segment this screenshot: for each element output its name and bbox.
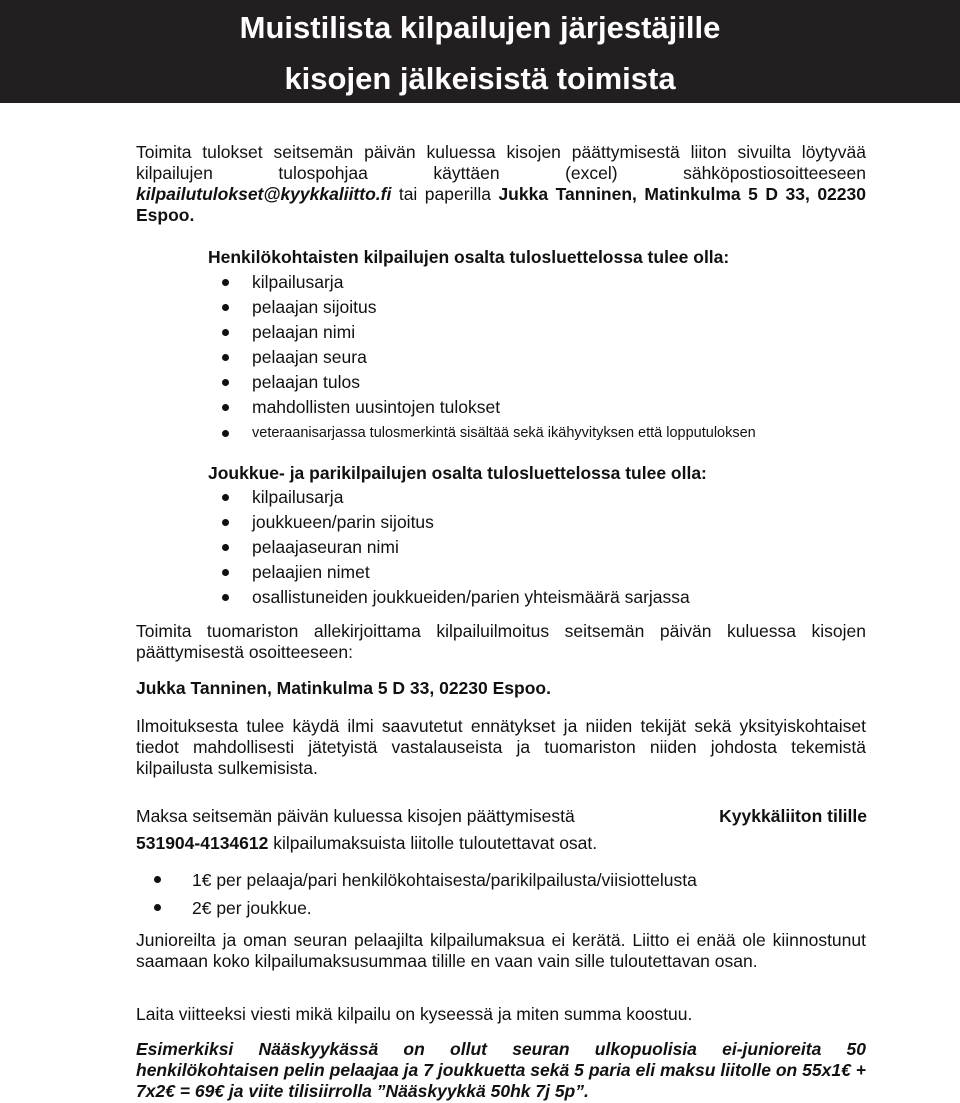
bullet-icon: [222, 494, 229, 501]
list-item: 2€ per joukkue.: [150, 894, 697, 922]
list-item: joukkueen/parin sijoitus: [208, 510, 690, 535]
page-title-line2: kisojen jälkeisistä toimista: [284, 61, 676, 96]
bullet-icon: [222, 519, 229, 526]
list-item: 1€ per pelaaja/pari henkilökohtaisesta/parikilpailusta/viisiottelusta: [150, 866, 697, 894]
bullet-icon: [154, 904, 161, 911]
postal-address: Jukka Tanninen, Matinkulma 5 D 33, 02230 Espoo.: [136, 184, 866, 225]
list-item: pelaajien nimet: [208, 560, 690, 585]
bullet-icon: [222, 594, 229, 601]
bullet-icon: [222, 329, 229, 336]
page-title-line1: Muistilista kilpailujen järjestäjille: [239, 10, 721, 45]
bullet-icon: [222, 404, 229, 411]
bullet-icon: [222, 379, 229, 386]
list-item: veteraanisarjassa tulosmerkintä sisältää sekä ikähyvityksen että lopputuloksen: [208, 420, 756, 447]
list-item: pelaajan tulos: [208, 370, 756, 395]
account-number: 531904-4134612: [136, 833, 269, 853]
account-owner: Kyykkäliiton tilille: [719, 806, 867, 826]
list-item: kilpailusarja: [208, 485, 690, 510]
bullet-icon: [222, 569, 229, 576]
bullet-icon: [222, 279, 229, 286]
example-paragraph: Esimerkiksi Nääskyykässä on ollut seuran ulkopuolisia ei-junioreita 50 henkilökohtaisen pelin pelaajaa ja 7 joukkuetta sekä 5 paria eli maksu liitolle on 55x1€ + 7x2€ = 69€ ja viite tilisiirrolla ”Nääskyykkä 50hk 7j 5p”.: [136, 1039, 866, 1101]
intro-text: Toimita tulokset seitsemän päivän kuluessa kisojen päättymisestä liiton sivuilta löytyvää kilpailujen tulospohjaa käyttäen (excel) sähköpostiosoitteeseen: [136, 142, 866, 183]
intro-paragraph: [136, 142, 866, 226]
list-item: osallistuneiden joukkueiden/parien yhteismäärä sarjassa: [208, 585, 690, 610]
reference-paragraph: Laita viitteeksi viesti mikä kilpailu on kyseessä ja miten summa koostuu.: [136, 1004, 693, 1024]
list-item: pelaajan seura: [208, 345, 756, 370]
payment-text-continued: kilpailumaksuista liitolle tuloutettavat osat.: [268, 833, 598, 853]
payment-account-line: [136, 833, 866, 854]
payment-text: Maksa seitsemän päivän kuluessa kisojen päättymisestä: [136, 806, 575, 826]
records-paragraph: Ilmoituksesta tulee käydä ilmi saavutetut ennätykset ja niiden tekijät sekä yksityiskohtaiset tiedot mahdollisesti jätetyistä vastalauseista ja tuomariston niiden johdosta tekemistä kilpailusta sulkemisista.: [136, 716, 866, 778]
jury-address: Jukka Tanninen, Matinkulma 5 D 33, 02230 Espoo.: [136, 678, 551, 698]
juniors-paragraph: Junioreilta ja oman seuran pelaajilta kilpailumaksua ei kerätä. Liitto ei enää ole kiinnostunut saamaan koko kilpailumaksusummaa tilille en vaan vain sille tuloutettavan osan.: [136, 930, 866, 971]
list-item: kilpailusarja: [208, 270, 756, 295]
page-header: [0, 0, 960, 103]
individual-list: [208, 270, 756, 447]
list-item: mahdollisten uusintojen tulokset: [208, 395, 756, 420]
bullet-icon: [222, 544, 229, 551]
results-email: kilpailutulokset@kyykkaliitto.fi: [136, 184, 392, 204]
list-item: pelaajan nimi: [208, 320, 756, 345]
bullet-icon: [222, 354, 229, 361]
team-list: [208, 485, 690, 610]
list-item: pelaajaseuran nimi: [208, 535, 690, 560]
fees-list: [150, 866, 697, 922]
bullet-icon: [222, 304, 229, 311]
jury-paragraph: Toimita tuomariston allekirjoittama kilpailuilmoitus seitsemän päivän kuluessa kisojen päättymisestä osoitteeseen:: [136, 621, 866, 662]
list-item: pelaajan sijoitus: [208, 295, 756, 320]
team-heading: Joukkue- ja parikilpailujen osalta tulosluettelossa tulee olla:: [208, 463, 707, 483]
intro-text-continued: tai paperilla: [391, 184, 499, 204]
bullet-icon: [154, 876, 161, 883]
individual-heading: Henkilökohtaisten kilpailujen osalta tulosluettelossa tulee olla:: [208, 247, 730, 267]
bullet-icon: [222, 430, 229, 437]
